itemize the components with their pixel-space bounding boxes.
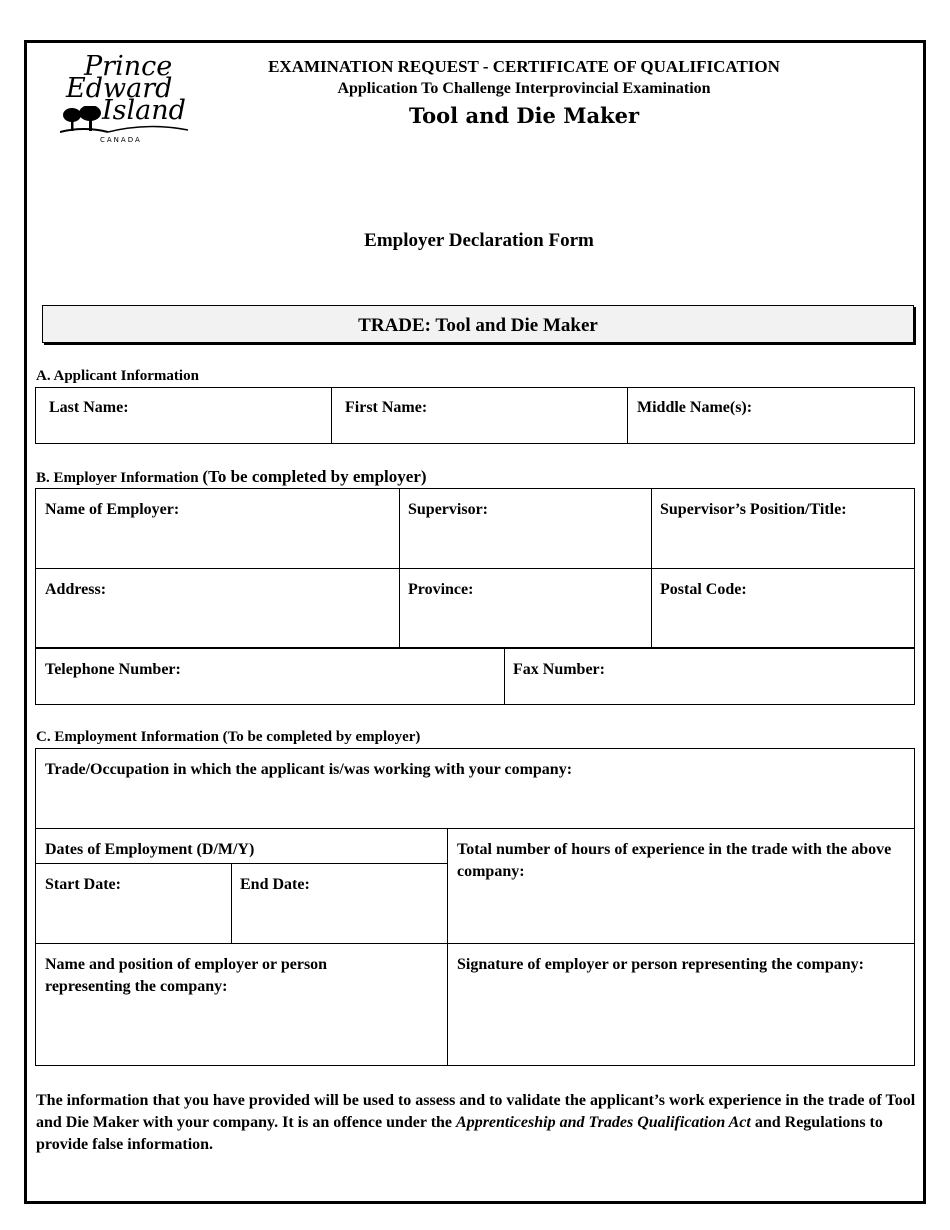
postal-code-label: Postal Code: bbox=[660, 581, 747, 598]
total-hours-label: Total number of hours of experience in the trade with the above company: bbox=[457, 841, 892, 880]
logo-line-prince: Prince bbox=[84, 51, 173, 82]
pei-logo bbox=[58, 51, 198, 149]
telephone-label: Telephone Number: bbox=[45, 661, 181, 678]
logo-canada-label: CANADA bbox=[100, 136, 142, 144]
logo-line-edward: Edward bbox=[66, 73, 173, 104]
signature-field[interactable] bbox=[447, 943, 915, 1066]
address-field[interactable] bbox=[35, 568, 400, 648]
act-name: Apprenticeship and Trades Qualification Act bbox=[456, 1114, 751, 1131]
signature-label: Signature of employer or person representing the company: bbox=[457, 956, 864, 973]
supervisor-title-field[interactable] bbox=[651, 488, 915, 569]
last-name-label: Last Name: bbox=[49, 399, 129, 416]
supervisor-label: Supervisor: bbox=[408, 501, 488, 518]
supervisor-field[interactable] bbox=[399, 488, 652, 569]
name-position-label: Name and position of employer or person representing the company: bbox=[45, 956, 328, 995]
start-date-label: Start Date: bbox=[45, 876, 121, 893]
postal-code-field[interactable] bbox=[651, 568, 915, 648]
fax-field[interactable] bbox=[504, 648, 915, 705]
start-date-field[interactable] bbox=[35, 863, 232, 944]
first-name-field[interactable] bbox=[331, 387, 628, 444]
form-title: Employer Declaration Form bbox=[364, 230, 594, 251]
section-c-heading: C. Employment Information (To be completed by employer) bbox=[36, 729, 421, 745]
dates-of-employment-label: Dates of Employment (D/M/Y) bbox=[45, 841, 255, 858]
province-field[interactable] bbox=[399, 568, 652, 648]
name-position-field[interactable] bbox=[35, 943, 448, 1066]
header-title: EXAMINATION REQUEST - CERTIFICATE OF QUALIFICATION bbox=[268, 57, 780, 76]
telephone-field[interactable] bbox=[35, 648, 505, 705]
trade-occupation-field[interactable] bbox=[35, 748, 915, 829]
middle-names-field[interactable] bbox=[627, 387, 915, 444]
tree-icon bbox=[60, 106, 108, 134]
section-b-heading bbox=[36, 467, 427, 487]
declaration-text-2: and Regulations to provide false information. bbox=[36, 1114, 883, 1153]
logo-line-island: Island bbox=[102, 95, 186, 126]
section-b-heading-note: (To be completed by employer) bbox=[202, 467, 427, 486]
total-hours-field[interactable] bbox=[447, 828, 915, 944]
declaration-notice bbox=[36, 1090, 916, 1156]
last-name-field[interactable] bbox=[35, 387, 332, 444]
employer-name-field[interactable] bbox=[35, 488, 400, 569]
header-subtitle: Application To Challenge Interprovincial Examination bbox=[337, 80, 711, 97]
end-date-field[interactable] bbox=[231, 863, 448, 944]
trade-occupation-label: Trade/Occupation in which the applicant is/was working with your company: bbox=[45, 761, 573, 778]
trade-banner: TRADE: Tool and Die Maker bbox=[42, 305, 914, 343]
address-label: Address: bbox=[45, 581, 107, 598]
fax-label: Fax Number: bbox=[513, 661, 605, 678]
section-a-heading: A. Applicant Information bbox=[36, 368, 199, 384]
declaration-text-1: The information that you have provided will be used to assess and to validate the applicant’s work experience in the trade of Tool and Die Maker with your company. It is an offence under the bbox=[36, 1092, 916, 1131]
middle-names-label: Middle Name(s): bbox=[637, 399, 753, 416]
end-date-label: End Date: bbox=[240, 876, 310, 893]
dates-of-employment-header bbox=[35, 828, 448, 864]
section-b-heading-main: B. Employer Information bbox=[36, 470, 203, 486]
supervisor-title-label: Supervisor’s Position/Title: bbox=[660, 501, 847, 518]
header-trade-name: Tool and Die Maker bbox=[408, 103, 640, 128]
logo-swash bbox=[108, 124, 188, 136]
first-name-label: First Name: bbox=[345, 399, 428, 416]
employer-name-label: Name of Employer: bbox=[45, 501, 180, 518]
province-label: Province: bbox=[408, 581, 474, 598]
